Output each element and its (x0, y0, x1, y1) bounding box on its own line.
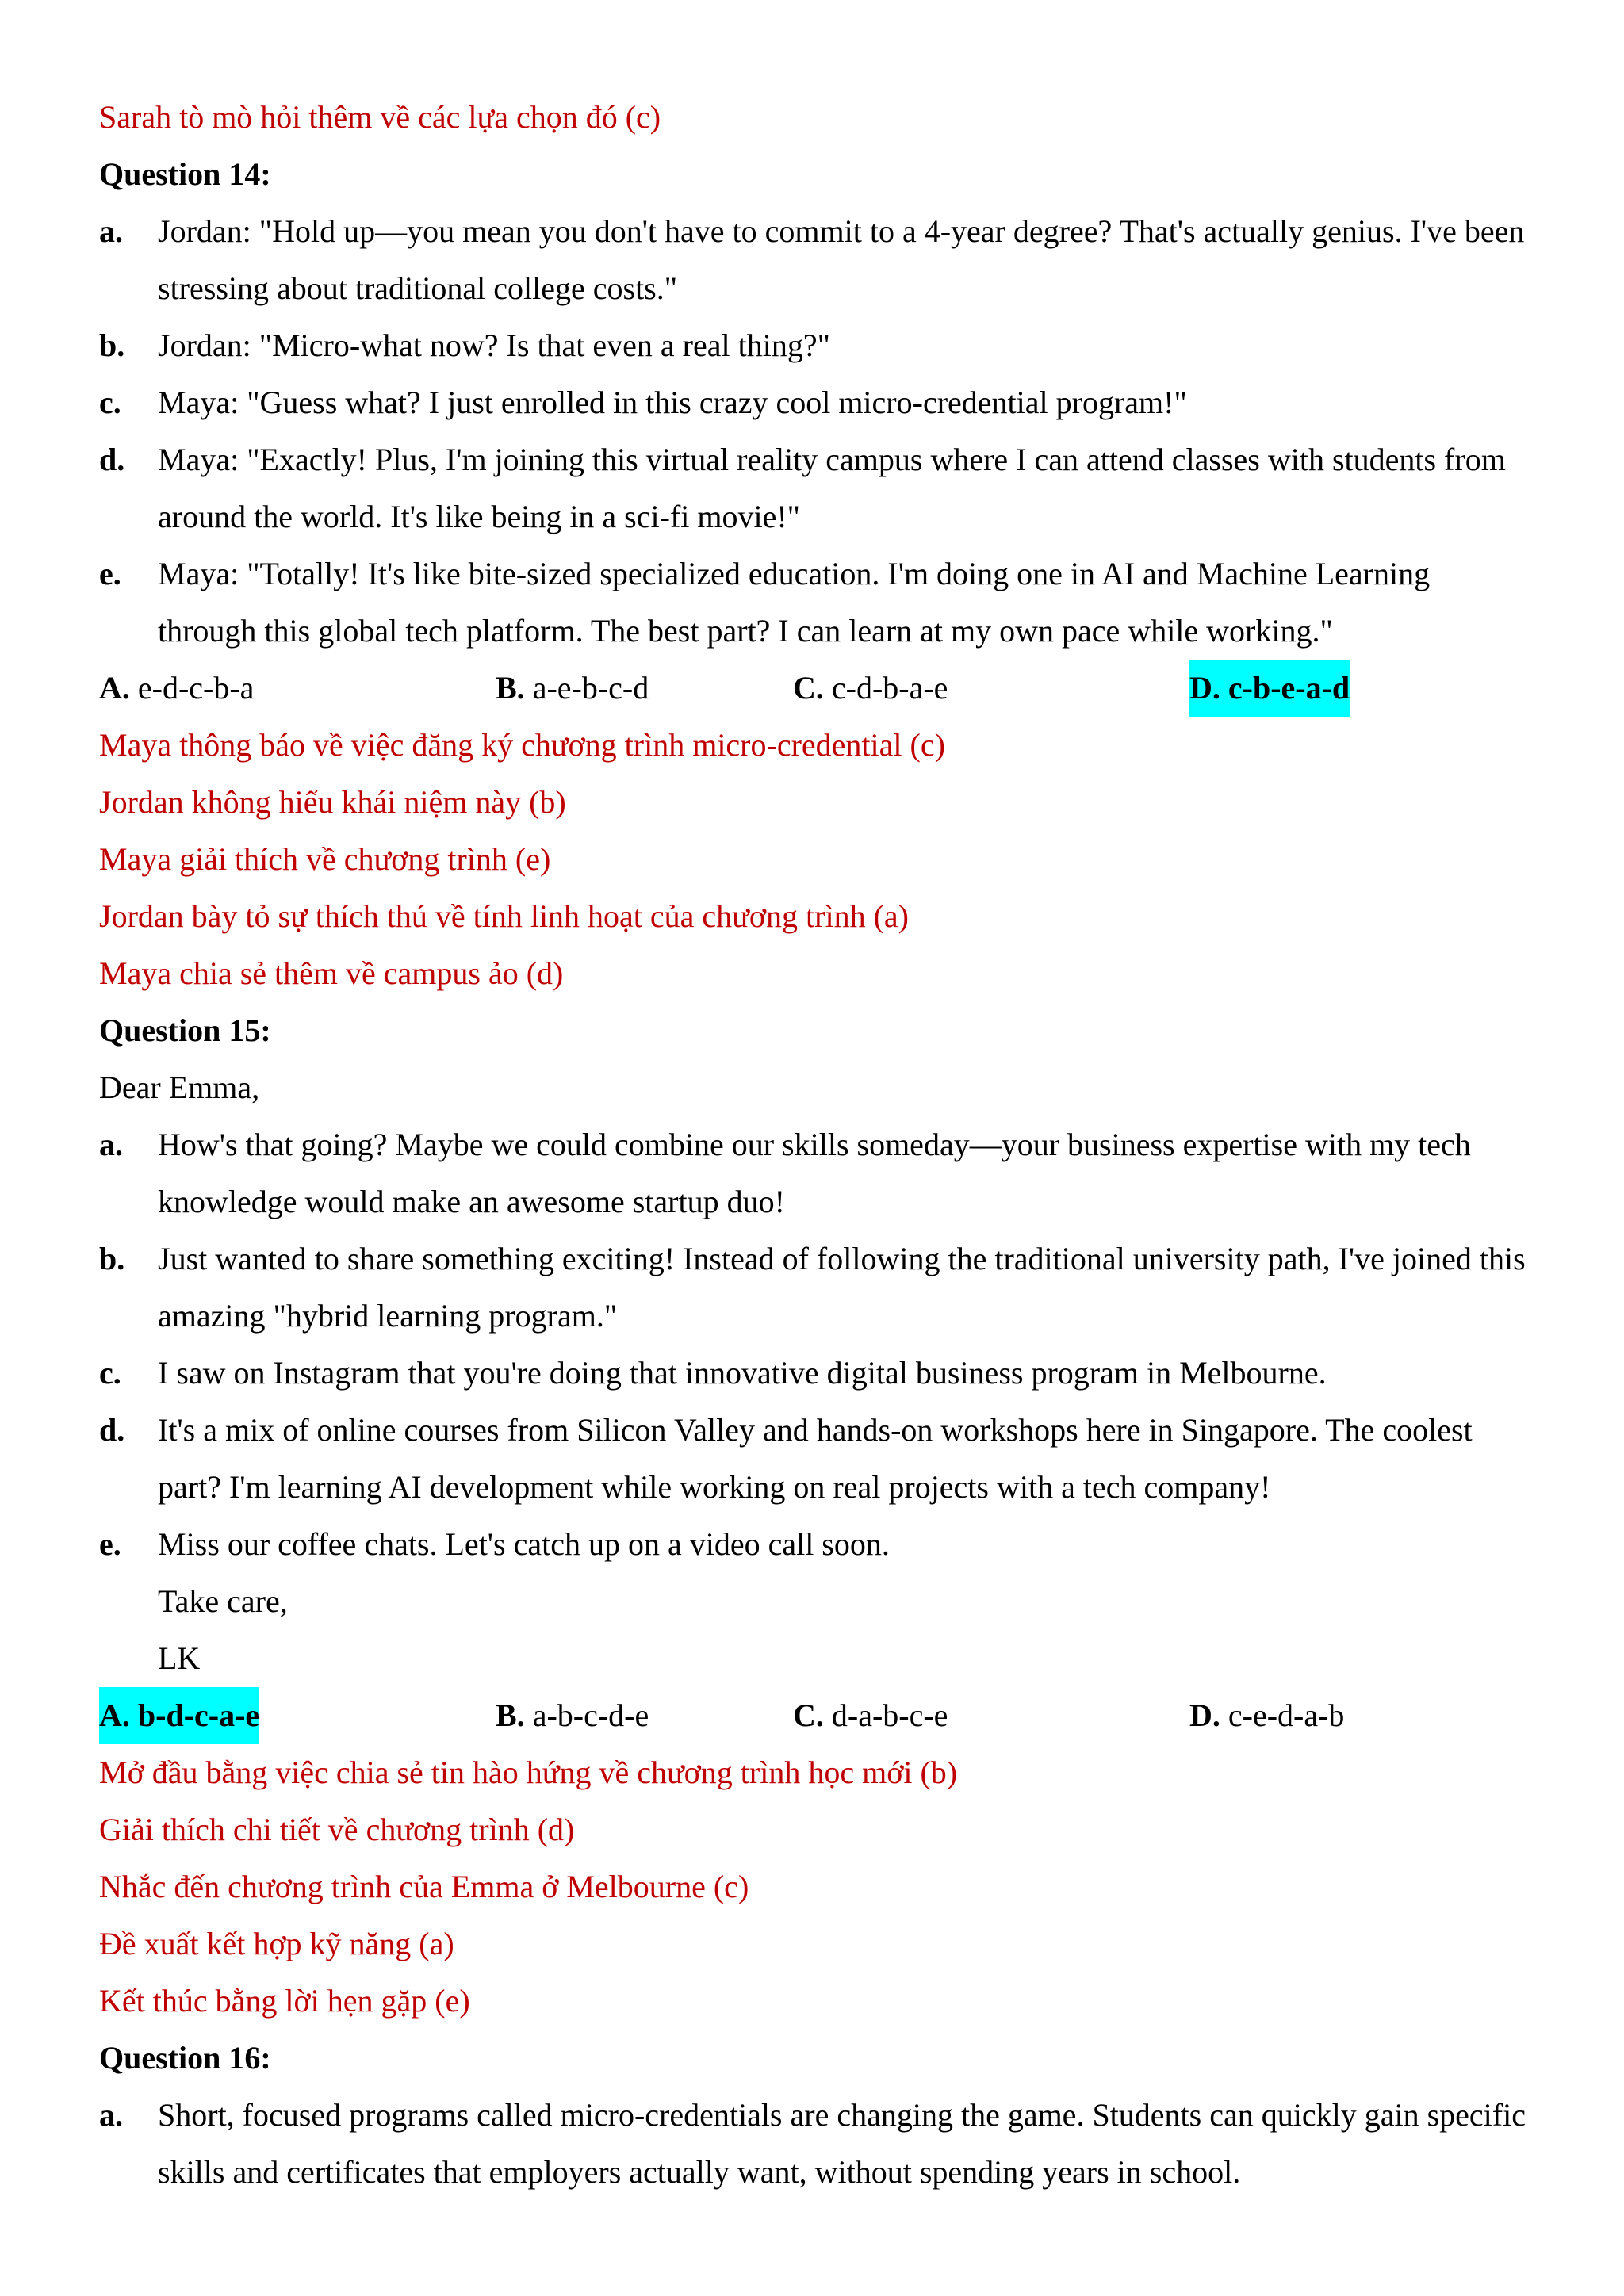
item-label: b. (99, 1241, 125, 1276)
item-text: Jordan: "Hold up—you mean you don't have to commit to a 4-year degree? That's actually genius. I've been stressing about traditional college costs." (158, 213, 1525, 306)
item-text: Maya: "Exactly! Plus, I'm joining this virtual reality campus where I can attend classes with students from around the world. It's like being in a sci-fi movie!" (158, 442, 1506, 534)
q15-option-c: C. d-a-b-c-e (793, 1697, 948, 1733)
item-text: How's that going? Maybe we could combine our skills someday—your business expertise with my tech knowledge would make an awesome startup duo! (158, 1127, 1471, 1219)
item-text: Maya: "Guess what? I just enrolled in this crazy cool micro-credential program!" (158, 385, 1187, 420)
question-14-title: Question 14: (99, 156, 271, 192)
q14-option-b: B. a-e-b-c-d (496, 670, 649, 706)
explanation-line: Kết thúc bằng lời hẹn gặp (e) (99, 1983, 470, 2019)
q15-option-d: D. c-e-d-a-b (1189, 1697, 1345, 1733)
q15-option-b: B. a-b-c-d-e (496, 1697, 649, 1733)
explanation-line: Giải thích chi tiết về chương trình (d) (99, 1812, 575, 1847)
q14-option-c: C. c-d-b-a-e (793, 670, 948, 706)
q14-item-c (99, 374, 1526, 431)
explanation-line: Maya giải thích về chương trình (e) (99, 841, 551, 877)
q16-item-a (99, 2087, 1526, 2201)
item-text: Short, focused programs called micro-credentials are changing the game. Students can quickly gain specific skills and certificates that employers actually want, without spending years in school. (158, 2097, 1526, 2190)
q15-options (99, 1687, 1526, 1744)
q14-options (99, 660, 1526, 717)
q14-item-b (99, 317, 1526, 374)
letter-greeting: Dear Emma, (99, 1070, 260, 1105)
item-label: a. (99, 213, 123, 249)
q14-item-d (99, 431, 1526, 545)
question-15-title: Question 15: (99, 1012, 271, 1048)
explanation-line: Jordan bày tỏ sự thích thú về tính linh hoạt của chương trình (a) (99, 898, 909, 934)
item-label: b. (99, 327, 125, 363)
item-text: Miss our coffee chats. Let's catch up on a video call soon. (158, 1526, 890, 1562)
q15-option-a-correct: A. b-d-c-a-e (99, 1687, 259, 1744)
item-label: a. (99, 1127, 123, 1162)
document-page (99, 89, 1526, 2201)
q14-item-e (99, 545, 1526, 660)
q15-item-d (99, 1402, 1526, 1516)
explanation-line: Maya thông báo về việc đăng ký chương trình micro-credential (c) (99, 727, 945, 763)
explanation-line: Jordan không hiểu khái niệm này (b) (99, 784, 566, 820)
q15-item-b (99, 1230, 1526, 1345)
explanation-line: Mở đầu bằng việc chia sẻ tin hào hứng về chương trình học mới (b) (99, 1755, 958, 1790)
item-label: e. (99, 556, 121, 591)
explanation-line: Nhắc đến chương trình của Emma ở Melbourne (c) (99, 1869, 749, 1904)
item-text: Maya: "Totally! It's like bite-sized specialized education. I'm doing one in AI and Machine Learning through this global tech platform. The best part? I can learn at my own pace while working." (158, 556, 1431, 649)
q15-item-e (99, 1516, 1526, 1573)
q15-item-c (99, 1345, 1526, 1402)
q14-option-a: A. e-d-c-b-a (99, 670, 255, 706)
item-label: a. (99, 2097, 123, 2133)
item-label: c. (99, 1355, 121, 1391)
q14-option-d-correct: D. c-b-e-a-d (1189, 660, 1350, 717)
item-label: d. (99, 442, 125, 477)
q15-item-a (99, 1116, 1526, 1230)
item-text: Just wanted to share something exciting! Instead of following the traditional university path, I've joined this amazing "hybrid learning program." (158, 1241, 1526, 1334)
item-text: I saw on Instagram that you're doing that innovative digital business program in Melbourne. (158, 1355, 1327, 1391)
q14-item-a (99, 203, 1526, 317)
explanation-line: Đề xuất kết hợp kỹ năng (a) (99, 1926, 454, 1961)
item-text: Jordan: "Micro-what now? Is that even a real thing?" (158, 327, 830, 363)
item-label: d. (99, 1412, 125, 1448)
item-label: c. (99, 385, 121, 420)
item-label: e. (99, 1526, 121, 1562)
explanation-line: Maya chia sẻ thêm về campus ảo (d) (99, 955, 564, 991)
explanation-line: Sarah tò mò hỏi thêm về các lựa chọn đó (c) (99, 99, 661, 135)
letter-signature: LK (158, 1640, 201, 1676)
question-16-title: Question 16: (99, 2040, 271, 2076)
letter-closing: Take care, (158, 1583, 288, 1619)
item-text: It's a mix of online courses from Silicon Valley and hands-on workshops here in Singapore. The coolest part? I'm learning AI development while working on real projects with a tech company! (158, 1412, 1473, 1505)
